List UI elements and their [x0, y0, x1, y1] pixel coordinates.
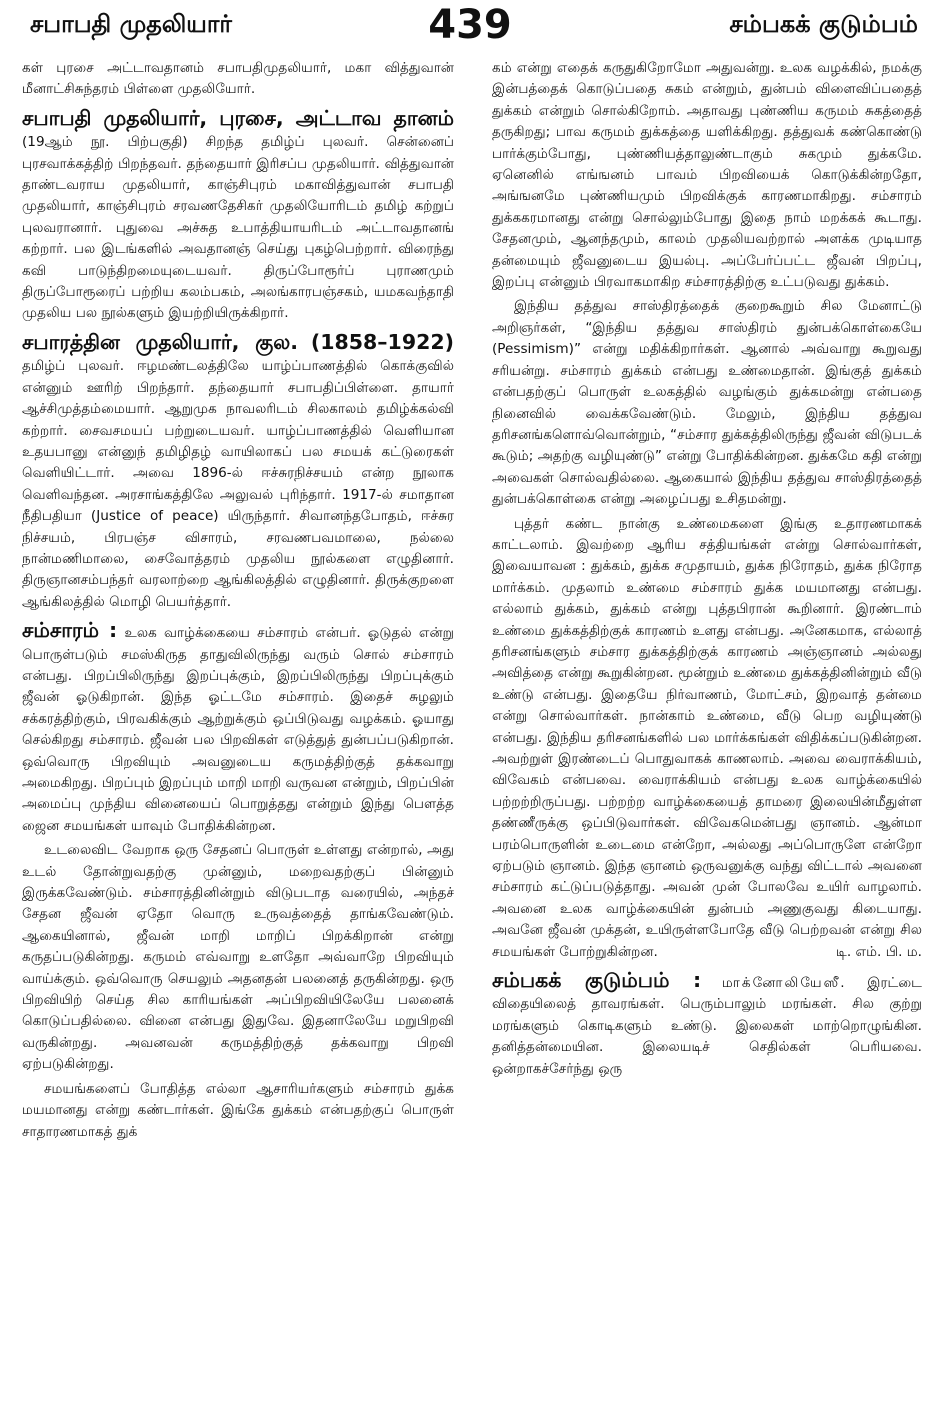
- entry-heading: சம்பகக் குடும்பம் :: [492, 968, 702, 993]
- paragraph: உடலைவிட வேறாக ஒரு சேதனப் பொருள் உள்ளது என்றால், அது உடல் தோன்றுவதற்கு முன்னும், மறைவதற்குப் பின்னும் இருக்கவேண்டும். சம்சாரத்தினின்றும் விடுபடாத வரையில், அந்தச் சேதன ஜீவன் ஏதோ வொரு உருவத்தைத் தாங்கவேண்டும். ஆகையினால், ஜீவன் மாறி மாறிப் பிறக்கிறான் என்று கருதப்படுகின்றது. கருமம் எவ்வாறு உளதோ அவ்வாறே பிறவியும் வாய்க்கும். ஒவ்வொரு செயலும் அதனதன் பலனைத் தருகின்றது. ஒரு பிறவியிற் செய்த சில காரியங்கள் அப்பிறவியிலேயே பலனைக் கொடுப்பதில்லை. வினை என்பது இதுவே. இதனாலேயே மறுபிறவி வருகின்றது. அவனவன் கருமத்திற்குத் தக்கவாறு பிறவி ஏற்படுகின்றது.: [22, 842, 454, 1073]
- entry-body: உலக வாழ்க்கையை சம்சாரம் என்பர். ஓடுதல் என்று பொருள்படும் சமஸ்கிருத தாதுவிலிருந்து வரும் சொல் சம்சாரம் என்பது. பிறப்பிலிருந்து இறப்புக்கும், இறப்பிலிருந்து பிறப்புக்கும் ஜீவன் ஓடுகிறான். இந்த ஓட்டமே சம்சாரம். இதைச் சுழலும் சக்கரத்திற்கும், பிரவகிக்கும் ஆற்றுக்கும் ஒப்பிடுவது வழக்கம். ஓயாது செல்கிறது சம்சாரம். ஜீவன் பல பிறவிகள் எடுத்துத் துன்பப்படுகிறான். ஒவ்வொரு பிறவியும் அவனுடைய கருமத்திற்குத் தக்கவாறு அமைகிறது. பிறப்பும் இறப்பும் மாறி மாறி வருவன என்றும், பிறப்பின் அமைப்பு முந்திய வினையைப் பொறுத்தது என்றும் இந்து பௌத்த ஜைன சமயங்கள் யாவும் போதிக்கின்றன.: [22, 625, 454, 834]
- entry-samsaram: [22, 616, 454, 837]
- right-column: [492, 58, 922, 1083]
- paragraph: கள் புரசை அட்டாவதானம் சபாபதிமுதலியார், மகா வித்துவான் மீனாட்சிசுந்தரம் பிள்ளை முதலியோர்.: [22, 60, 454, 98]
- paragraph: சமயங்களைப் போதித்த எல்லா ஆசாரியர்களும் சம்சாரம் துக்க மயமானது என்று கண்டார்கள். இங்கே துக்கம் என்பதற்குப் பொருள் சாதாரணமாகத் துக்: [22, 1080, 454, 1140]
- page-header: [0, 0, 940, 56]
- entry-body: இரட்டை விதையிலைத் தாவரங்கள். பெரும்பாலும் மரங்கள். சில குற்று மரங்களும் கொடிகளும் உண்டு. இலைகள் மாற்றொழுங்கின. தனித்தன்மையின. இலையடிச் செதில்கள் பெரியவை. ஒன்றாகச்சேர்ந்து ஒரு: [492, 975, 922, 1077]
- left-column: [22, 58, 454, 1146]
- author-signature: டி. எம். பி. ம.: [836, 943, 922, 960]
- page-number: 439: [428, 2, 512, 48]
- running-head-right: சம்பகக் குடும்பம்: [729, 10, 918, 38]
- paragraph-text: புத்தர் கண்ட நான்கு உண்மைகளை இங்கு உதாரணமாகக் காட்டலாம். இவற்றை ஆரிய சத்தியங்கள் என்று சொல்வார்கள், இவையாவன : துக்கம், துக்க சமுதாயம், துக்க நிரோதம், துக்க நிரோத மார்க்கம். முதலாம் உண்மை சம்சாரம் துக்க மயமானது என்பது. எல்லாம் துக்கம், துக்கம் என்று புத்தபிரான் கூறினார். இரண்டாம் உண்மை துக்கத்திற்குக் காரணம் உளது என்பது. அனேகமாக, எல்லாத் தரிசனங்களும் சம்சார துக்கத்திற்குக் காரணம் அஞ்ஞானம் அல்லது அவித்தை என்று கூறுகின்றன. மூன்றும் உண்மை துக்கத்தினின்றும் வீடு உண்டு என்பது. இதையே நிர்வாணம், மோட்சம், இறவாத் தன்மை என்று சொல்வார்கள். நான்காம் உண்மை, வீடு பெற வழியுண்டு என்பது. இந்திய தரிசனங்களில் பல மார்க்கங்கள் விதிக்கப்படுகின்றன. அவற்றுள் இரண்டைப் பொதுவாகக் காணலாம். அவை வைராக்கியம், விவேகம் என்பவை. வைராக்கியம் என்பது உலக வாழ்க்கையில் பற்றற்றிருப்பது. பற்றற்ற வாழ்க்கையைத் தாமரை இலையின்மீதுள்ள தண்ணீருக்கு ஒப்பிடுவார்கள். விவேகமென்பது ஞானம். ஆன்மா பரம்பொருளின் உடைமை என்றோ, அல்லது அப்பொருளே என்றோ ஏற்படும் ஞானம். இந்த ஞானம் ஒருவனுக்கு வந்து விட்டால் அவனை சம்சாரம் கட்டுப்படுத்தாது. அவன் முன் போலவே உயிர் வாழலாம். அவனை உலக வாழ்க்கையின் துன்பம் அணுகுவது கிடையாது. அவனே ஜீவன் முக்தன், உயிருள்ளபோதே வீடு பெற்றவன் என்று சில சமயங்கள் போற்றுகின்றன.: [492, 515, 922, 960]
- entry-sabarathina: [22, 328, 454, 613]
- entry-body: தமிழ்ப் புலவர். ஈழமண்டலத்திலே யாழ்ப்பாணத்தில் கொக்குவில் என்னும் ஊரிற் பிறந்தார். தந்தையார் சபாபதிப்பிள்ளை. தாயார் ஆச்சிமுத்தம்மையார். ஆறுமுக நாவலரிடம் சிலகாலம் தமிழ்க்கல்வி கற்றார். சைவசமயப் பற்றுடையவர். யாழ்ப்பாணத்தில் வெளியான உதயபானு என்னுந் தமிழிதழ் வாயிலாகப் பல சமயக் கட்டுரைகள் வெளியிட்டார். அவை 1896-ல் ஈச்சுரநிச்சயம் என்ற நூலாக வெளிவந்தன. அரசாங்கத்திலே அலுவல் புரிந்தார். 1917-ல் சமாதான நீதிபதியா (Justice of peace) யிருந்தார். சிவானந்தபோதம், ஈச்சுர நிச்சயம், பிரபஞ்ச விசாரம், சரவணபவமாலை, நல்லை நான்மணிமாலை, சைவோத்தரம் முதலிய நூல்களை எழுதினார். திருஞானசம்பந்தர் வரலாற்றை ஆங்கிலத்தில் எழுதினார். திருக்குறளை ஆங்கிலத்தில் மொழி பெயர்த்தார்.: [22, 358, 454, 610]
- entry-dates: (19ஆம் நூ. பிற்பகுதி): [22, 134, 188, 151]
- running-head-left: சபாபதி முதலியார்: [30, 10, 232, 38]
- entry-heading: சபாரத்தின முதலியார், குல.: [22, 329, 298, 354]
- botanical-name: மாக்னோலியேஸீ.: [721, 975, 847, 992]
- entry-dates: (1858–1922): [310, 329, 454, 354]
- entry-heading: சம்சாரம் :: [22, 618, 118, 643]
- entry-sambaga: [492, 966, 922, 1080]
- entry-sabapathi: [22, 104, 454, 325]
- entry-heading: சபாபதி முதலியார், புரசை, அட்டாவ தானம்: [22, 105, 454, 130]
- paragraph: இந்திய தத்துவ சாஸ்திரத்தைக் குறைகூறும் சில மேனாட்டு அறிஞர்கள், “இந்திய தத்துவ சாஸ்திரம் துன்பக்கொள்கையே (Pessimism)” என்று மதிக்கிறார்கள். ஆனால் அவ்வாறு கூறுவது சரியன்று. சம்சாரம் துக்கம் என்பது உண்மைதான். இங்குத் துக்கம் என்பதற்குப் பொருள் உலகத்தில் வழங்கும் துக்கமன்று என்பதை நினைவில் வைக்கவேண்டும். மேலும், இந்திய தத்துவ தரிசனங்களொவ்வொன்றும், “சம்சார துக்கத்திலிருந்து ஜீவன் விடுபடக் கூடும்; அதற்கு வழியுண்டு” என்று போதிக்கின்றன. துக்கமே கதி என்று அவைகள் சொல்வதில்லை. ஆகையால் இந்திய தத்துவ சாஸ்திரத்தைத் துன்பக்கொள்கை என்று அழைப்பது உசிதமன்று.: [492, 298, 923, 508]
- paragraph: [492, 514, 922, 964]
- paragraph: கம் என்று எதைக் கருதுகிறோமோ அதுவன்று. உலக வழக்கில், நமக்கு இன்பத்தைக் கொடுப்பதை சுகம் என்றும், துன்பம் விளைவிப்பதைத் துக்கம் என்றும் சொல்கிறோம். அதாவது புண்ணிய கருமம் சுகத்தைத் தருகிறது; பாவ கருமம் துக்கத்தை யளிக்கிறது. தத்துவக் கண்கொண்டு பார்க்கும்போது, புண்ணியத்தாலுண்டாகும் சுகமும் துக்கமே. ஏனெனில் எங்ஙனம் பாவம் பிறவியைக் கொடுக்கின்றதோ, அங்ஙனமே புண்ணியமும் பிறவிக்குக் காரணமாகிறது. சம்சாரம் துக்ககரமானது என்று சொல்லும்போது இதை நாம் மறக்கக் கூடாது. சேதனமும், ஆனந்தமும், காலம் முதலியவற்றால் அளக்க முடியாத தன்மையும் ஜீவனுடைய இயல்பு. அப்பேர்ப்பட்ட ஜீவன் பிறப்பு, இறப்பு என்னும் பிரவாகமாகிற சம்சாரத்திற்கு உட்படுவது துக்கம்.: [492, 60, 922, 291]
- entry-body: சிறந்த தமிழ்ப் புலவர். சென்னைப் புரசவாக்கத்திற் பிறந்தவர். தந்தையார் இரிசப்ப முதலியார். வித்துவான் தாண்டவராய முதலியார், காஞ்சிபுரம் மகாவித்துவான் சபாபதி முதலியார், காஞ்சிபுரம் சரவணதேசிகர் முதலியோரிடம் தமிழ் கற்றுப் புலவரானார். புதுவை அச்சுத உபாத்தியாயரிடம் அட்டாவதானங் கற்றார். பல இடங்களில் அவதானஞ் செய்து புகழ்பெற்றார். விரைந்து கவி பாடுந்திறமையுடையவர். திருப்போரூர்ப் புராணமும் திருப்போரூரைப் பற்றிய கலம்பகம், அலங்காரபஞ்சகம், யமகவந்தாதி முதலிய பல நூல்களும் இயற்றியிருக்கிறார்.: [22, 134, 454, 322]
